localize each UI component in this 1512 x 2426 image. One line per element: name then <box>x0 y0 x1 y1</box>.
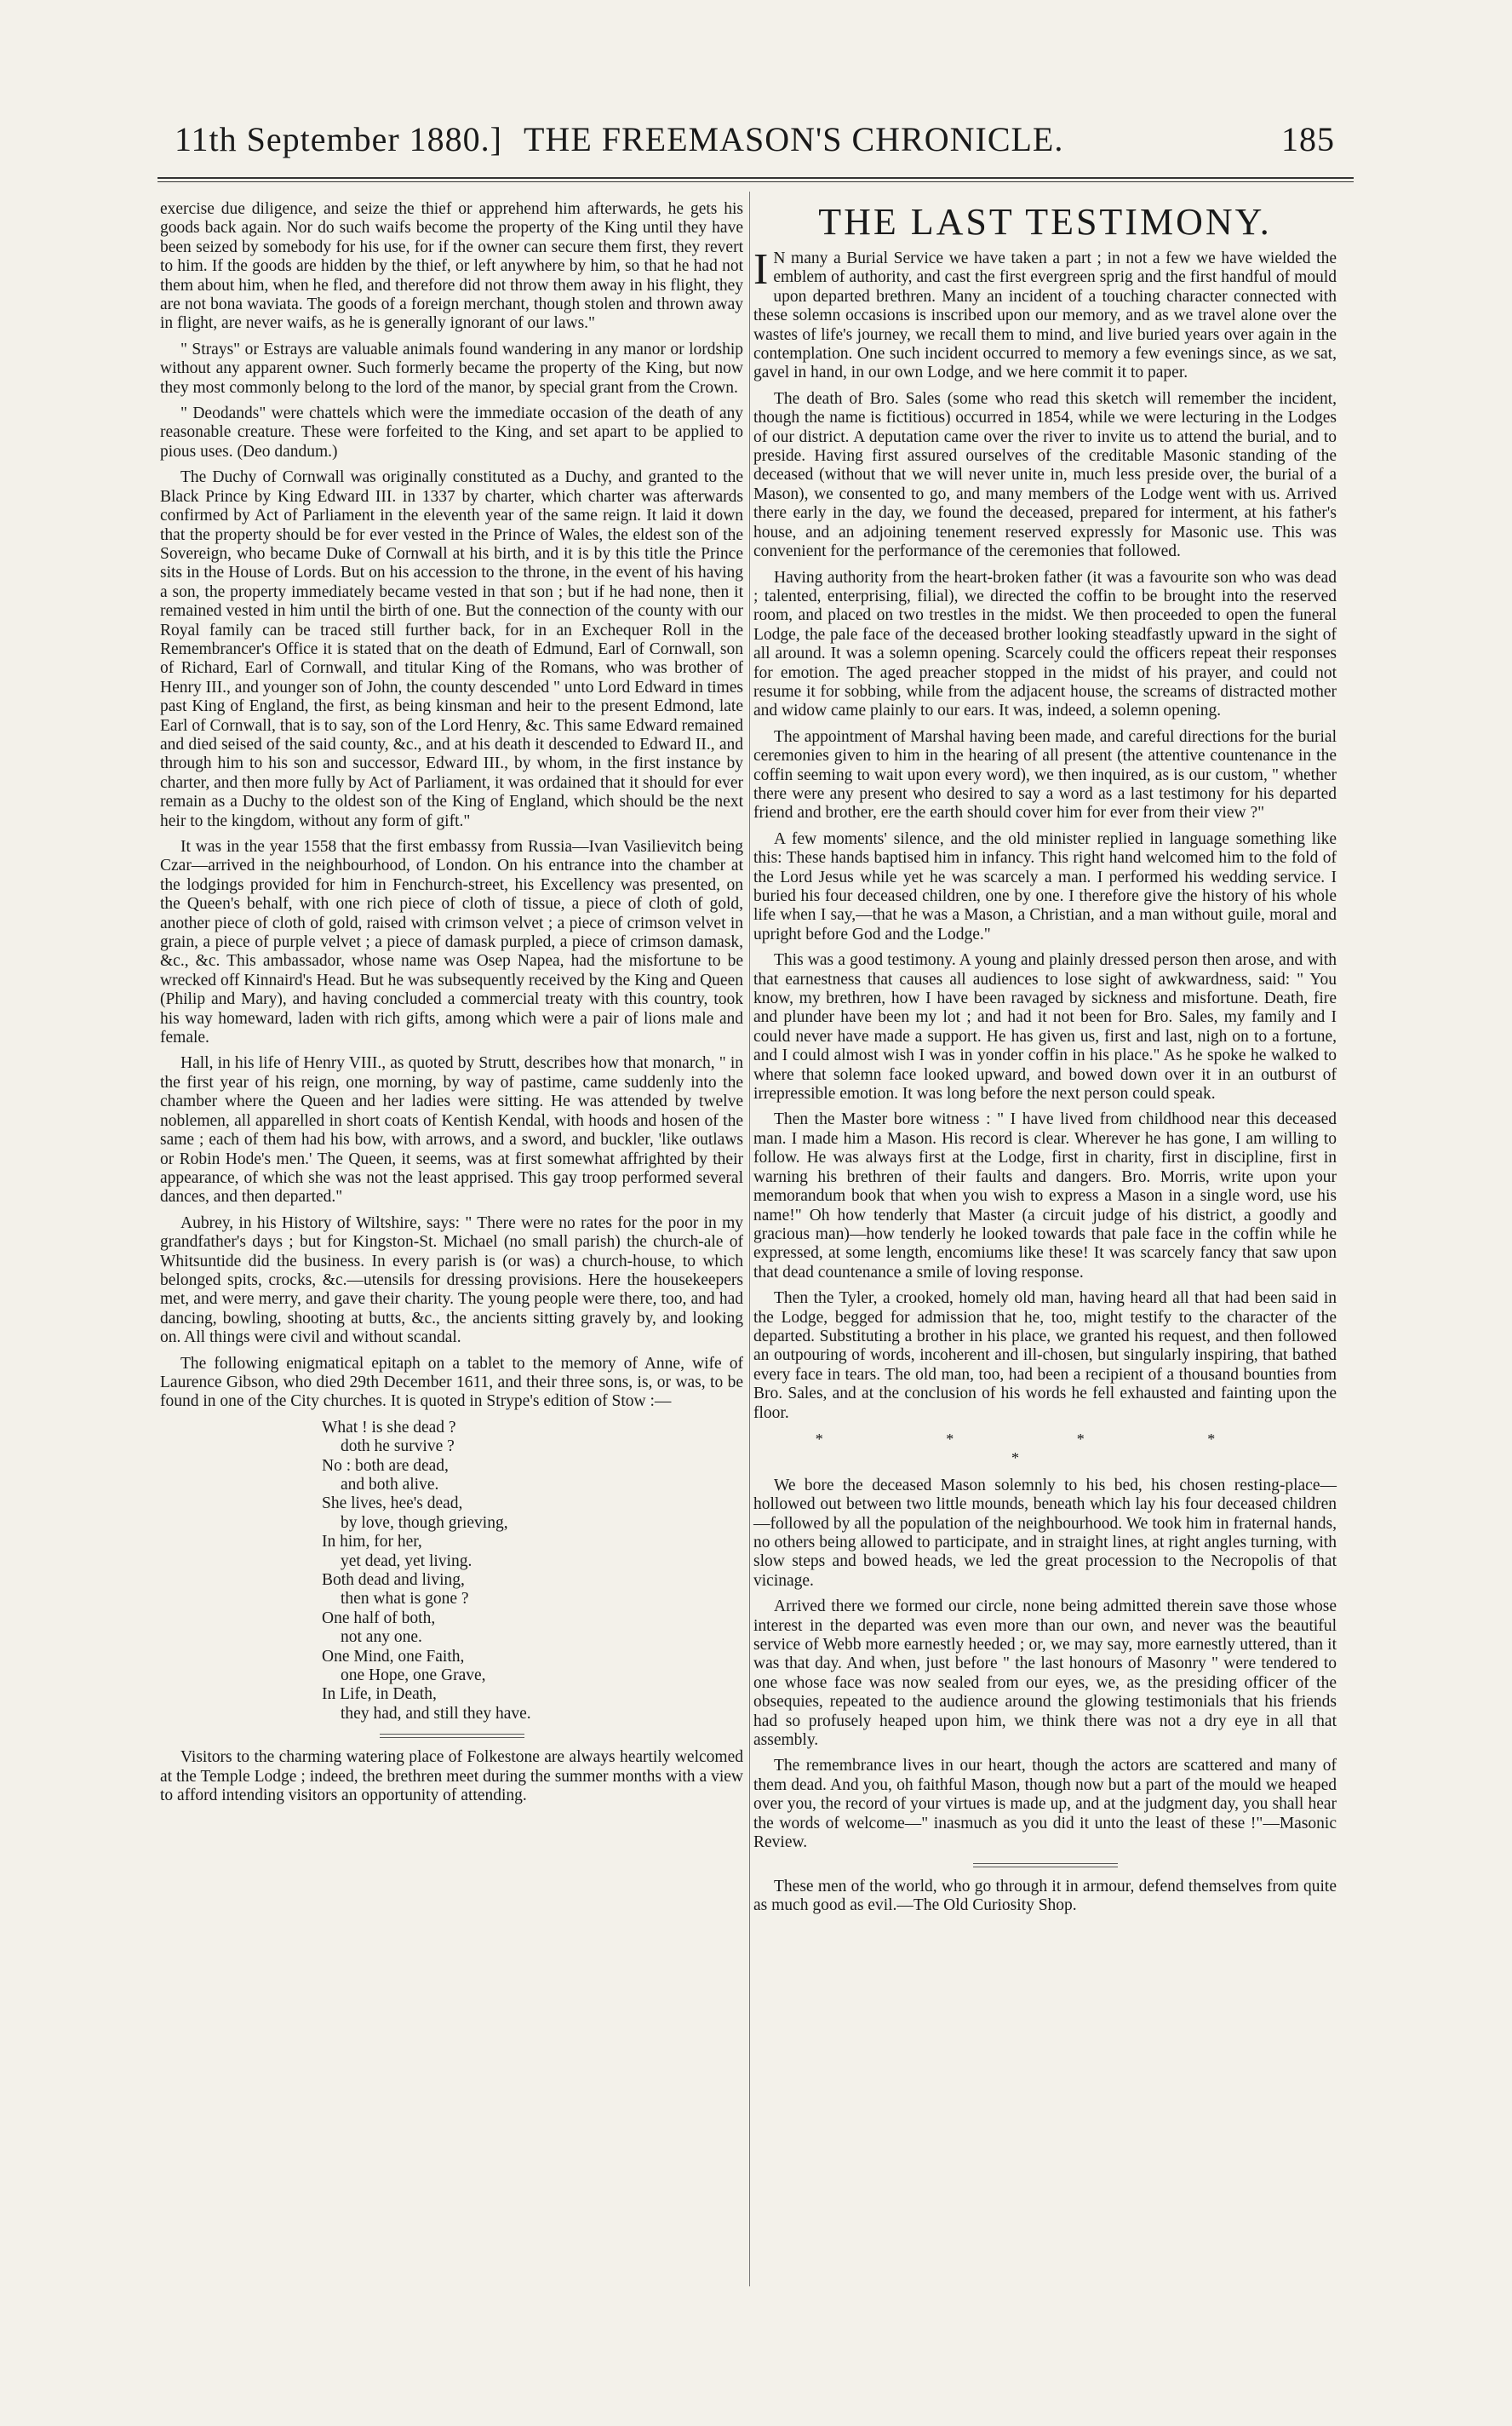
page-header <box>175 119 1341 170</box>
poem-line: and both alive. <box>341 1476 439 1494</box>
right-column <box>753 200 1337 1922</box>
article-paragraph: This was a good testimony. A young and plainly dressed person then arose, and with that earnestness that causes all audiences to lose sight of awkwardness, said: " You know, my brethren, how I have been ravaged by sickness and misfortune. Death, fire and plunder have been my lot ; and had it not been for Bro. Sales, my family and I could never have made a support. He has given us, first and last, nigh on to a fortune, and I could almost wish I was in yonder coffin in his place." As he spoke he walked to where that solemn face looked upward, and bowed down over it in an outburst of irrepressible emotion. It was long before the next person could speak. <box>753 951 1337 1104</box>
article-paragraph: The Duchy of Cornwall was originally constituted as a Duchy, and granted to the Black Prince by King Edward III. in 1337 by charter, which charter was afterwards confirmed by Act of Parliament in the eleventh year of the same reign. It laid it down that the property should be for ever vested in the Prince of Wales, the eldest son of the Sovereign, who became Duke of Cornwall at his birth, and it is by this title the Prince sits in the House of Lords. But on his accession to the throne, in the event of his having a son, the property immediately became vested in that son ; but if he had none, then it remained vested in him until the birth of one. But the connection of the county with our Royal family can be traced still further back, for in an Exchequer Roll in the Remembrancer's Office it is stated that on the death of Edmund, Earl of Cornwall, son of Richard, Earl of Cornwall, and titular King of the Romans, who was brother of Henry III., and younger son of John, the county descended " unto Lord Edward in times past King of England, the first, as being kinsman and heir to the present Edmond, late Earl of Cornwall, that is to say, son of the Lord Henry, &c. This same Edward remained and died seised of the said county, &c., and at his death it descended to Edward II., and through him to his son and successor, Edward III., by whom, in the first instance by charter, and then more fully by Act of Parliament, it was ordained that it should for ever remain as a Duchy to the oldest son of the King of England, which should be the next heir to the kingdom, without any form of gift." <box>160 468 743 830</box>
article-paragraph: The appointment of Marshal having been made, and careful directions for the burial ceremonies given to him in the hearing of all present (the attentive countenance in the coffin seeming to wait upon every word), we then inquired, as is our custom, " whether there were any present who desired to say a word as a last testimony for his departed friend and brother, ere the earth should cover him for ever from their view ?" <box>753 727 1337 823</box>
article-paragraph: Having authority from the heart-broken father (it was a favourite son who was dead ; talented, enterprising, filial), we directed the coffin to be brought into the reserved room, and placed on two trestles in the midst. We then proceeded to open the funeral Lodge, the pale face of the deceased brother looking steadfastly upward in the sight of all around. It was a solemn opening. Scarcely could the officers repeat their responses for emotion. The aged preacher stopped in the midst of his prayer, and could not resume it for sobbing, while from the adjacent house, the screams of distracted mother and widow came plainly to our ears. It was, indeed, a solemn opening. <box>753 568 1337 720</box>
poem-line: not any one. <box>341 1628 422 1647</box>
poem-line: they had, and still they have. <box>341 1704 531 1723</box>
section-divider <box>380 1734 524 1738</box>
issue-date: 11th September 1880.] <box>175 120 503 158</box>
article-paragraph: Hall, in his life of Henry VIII., as quoted by Strutt, describes how that monarch, " in the first year of his reign, one morning, by way of pastime, came suddenly into the chamber where the Queen and her ladies were sitting. He was attended by twelve noblemen, all apparelled in short coats of Kentish Kendal, with hoods and hosen of the same ; each of them had his bow, with arrows, and a sword, and buckler, 'like outlaws or Robin Hode's men.' The Queen, it seems, was at first somewhat affrighted by their appearance, of which she was not the least apprised. This gay troop performed several dances, and then departed." <box>160 1054 743 1207</box>
poem-line: by love, though grieving, <box>341 1513 508 1532</box>
article-paragraph: A few moments' silence, and the old minister replied in language something like this: These hands baptised him in infancy. This right hand welcomed him to the fold of the Lord Jesus while yet he was scarcely a man. I performed his wedding service. I buried his four deceased children, one by one. I therefore give the history of his whole life when I say,—that he was a Mason, a Christian, and a man without guile, moral and upright before God and the Lodge." <box>753 829 1337 943</box>
section-divider <box>973 1863 1118 1867</box>
poem-line: One Mind, one Faith, <box>322 1647 465 1666</box>
poem-line: one Hope, one Grave, <box>341 1666 486 1685</box>
paragraph-text: N many a Burial Service we have taken a part ; in not a few we have wielded the emblem of authority, and cast the first evergreen sprig and the first handful of mould upon departed brethren. Many an incident of a touching character connected with these solemn occasions is inscribed upon our memory, and as we travel alone over the wastes of life's journey, we recall them to mind, and live buried years over again in the contemplation. One such incident occurred to memory a few evenings since, as we sat, gavel in hand, in our own Lodge, and we here commit it to paper. <box>753 249 1337 382</box>
poem-line: then what is gone ? <box>341 1590 469 1609</box>
article-paragraph: Visitors to the charming watering place of Folkestone are always heartily welcomed at the Temple Lodge ; indeed, the brethren meet during the summer months with a view to afford intending visitors an opportunity of attending. <box>160 1748 743 1805</box>
poem-line: Both dead and living, <box>322 1571 465 1590</box>
article-paragraph: The following enigmatical epitaph on a tablet to the memory of Anne, wife of Laurence Gibson, who died 29th December 1611, and their three sons, is, or was, to be found in one of the City churches. It is quoted in Strype's edition of Stow :— <box>160 1354 743 1411</box>
poem-line: In him, for her, <box>322 1533 422 1551</box>
article-paragraph: Arrived there we formed our circle, none being admitted therein save those whose interest in the departed was even more than our own, and never was the beautiful service of Webb more earnestly heeded ; or, we may say, more earnestly uttered, than it was that day. And when, just before " the last honours of Masonry " were tendered to one whose face was now sealed from our eyes, we, as the presiding officer of the obsequies, repeated to the audience around the glowing testimonials that his friends had so profusely heaped upon him, we think there was not a dry eye in all that assembly. <box>753 1597 1337 1750</box>
article-paragraph: " Strays" or Estrays are valuable animals found wandering in any manor or lordship without any apparent owner. Such formerly became the property of the King, but now they most commonly belong to the lord of the manor, by special grant from the Crown. <box>160 340 743 397</box>
article-paragraph: We bore the deceased Mason solemnly to his bed, his chosen resting-place—hollowed out between two little mounds, beneath which lay his four deceased children—followed by all the population of the neighbourhood. We took him in fraternal hands, no others being allowed to participate, and in straight lines, at right angles turning, with slow steps and bowed heads, we led the great procession to the Necropolis of that vicinage. <box>753 1476 1337 1590</box>
article-paragraph: It was in the year 1558 that the first embassy from Russia—Ivan Vasilievitch being Czar—arrived in the neighbourhood, of London. On his entrance into the chamber at the lodgings provided for him in Fenchurch-street, his Excellency was presented, on the Queen's behalf, with one rich piece of cloth of tissue, a piece of cloth of gold, another piece of cloth of gold, raised with crimson velvet ; a piece of crimson velvet in grain, a piece of purple velvet ; a piece of damask purpled, a piece of crimson damask, &c., &c. This ambassador, whose name was Osep Napea, had the misfortune to be wrecked off Kinnaird's Head. But he was subsequently received by the King and Queen (Philip and Mary), and having concluded a commercial treaty with this country, took his way homeward, laden with rich gifts, among which were a pair of lions male and female. <box>160 838 743 1047</box>
section-stars: * * * * * <box>815 1430 1275 1467</box>
drop-cap: I <box>753 245 769 294</box>
poem-line: No : both are dead, <box>322 1456 449 1475</box>
article-paragraph: exercise due diligence, and seize the thief or apprehend him afterwards, he gets his goods back again. Nor do such waifs become the property of the King until they have been seized by somebody for his use, for if the owner can secure them first, they revert to him. If the goods are hidden by the thief, or left anywhere by him, so that he had not them about him, when he fled, and therefore did not throw them away in his flight, they are not bona waviata. The goods of a foreign merchant, though stolen and thrown away in flight, are never waifs, as he is generally ignorant of our laws." <box>160 200 743 333</box>
poem-line: One half of both, <box>322 1609 436 1627</box>
article-paragraph: Then the Tyler, a crooked, homely old man, having heard all that had been said in the Lodge, begged for admission that he, too, might testify to the character of the departed. Substituting a brother in his place, we granted his request, and then followed an outpouring of words, incoherent and ill-chosen, but singularly inspiring, that bathed every face in tears. The old man, too, had been a recipient of a thousand bounties from Bro. Sales, and at the conclusion of his words he fell exhausted and fainting upon the floor. <box>753 1289 1337 1422</box>
poem-line: In Life, in Death, <box>322 1685 437 1704</box>
journal-title: THE FREEMASON'S CHRONICLE. <box>524 120 1064 158</box>
page-number: 185 <box>1281 120 1335 158</box>
left-column <box>160 200 743 1813</box>
poem-line: doth he survive ? <box>341 1437 455 1456</box>
header-rule <box>158 177 1354 179</box>
poem-line: She lives, hee's dead, <box>322 1494 463 1513</box>
poem-line: yet dead, yet living. <box>341 1551 472 1570</box>
article-paragraph <box>753 245 1337 383</box>
header-rule-thin <box>158 181 1354 182</box>
article-paragraph: The remembrance lives in our heart, though the actors are scattered and many of them dead. And you, oh faithful Mason, though now but a part of the mould we heaped over you, the record of your virtues is made up, and at the judgment day, you shall hear the words of welcome—" inasmuch as you did it unto the least of these !"—Masonic Review. <box>753 1757 1337 1852</box>
article-paragraph: The death of Bro. Sales (some who read this sketch will remember the incident, though the name is fictitious) occurred in 1854, while we were lecturing in the Lodges of our district. A deputation came over the river to invite us to attend the burial, and to preside. Having first assured ourselves of the creditable Masonic standing of the deceased (without that we will never unite in, much less preside over, the burial of a Mason), we consented to go, and many members of the Lodge went with us. Arrived there early in the day, we found the deceased, prepared for interment, at his father's house, and an adjoining tenement reserved expressly for Masonic use. This was convenient for the performance of the ceremonies that followed. <box>753 389 1337 561</box>
column-divider <box>749 192 750 2286</box>
epitaph-poem <box>322 1419 743 1724</box>
article-paragraph: Aubrey, in his History of Wiltshire, says: " There were no rates for the poor in my grandfather's days ; but for Kingston-St. Michael (no small parish) the church-ale of Whitsuntide did the business. In every parish is (or was) a church-house, to which belonged spits, crocks, &c.—utensils for dressing provisions. Here the housekeepers met, and were merry, and gave their charity. The young people were there, too, and had dancing, bowling, shooting at butts, &c., the ancients sitting gravely by, and looking on. All things were civil and without scandal. <box>160 1213 743 1347</box>
article-paragraph: " Deodands" were chattels which were the immediate occasion of the death of any reasonable creature. These were forfeited to the King, and set apart to be applied to pious uses. (Deo dandum.) <box>160 404 743 461</box>
quotation-paragraph: These men of the world, who go through it in armour, defend themselves from quite as much good as evil.—The Old Curiosity Shop. <box>753 1877 1337 1914</box>
article-title: THE LAST TESTIMONY. <box>818 201 1272 243</box>
poem-line: What ! is she dead ? <box>322 1418 456 1437</box>
article-paragraph: Then the Master bore witness : " I have lived from childhood near this deceased man. I made him a Mason. His record is clear. Wherever he has gone, I am willing to follow. He was always first at the Lodge, first in charity, first in discipline, first in warning his brethren of their faults and dangers. Bro. Morris, write upon your memorandum book that when you wish to express a Mason in a single word, use his name!" Oh how tenderly that Master (a circuit judge of his district, a goodly and gracious man)—how tenderly he looked towards that pale face in the coffin while he expressed, at some length, encomiums like these! It was scarcely fancy that saw upon that dead countenance a smile of loving response. <box>753 1110 1337 1282</box>
